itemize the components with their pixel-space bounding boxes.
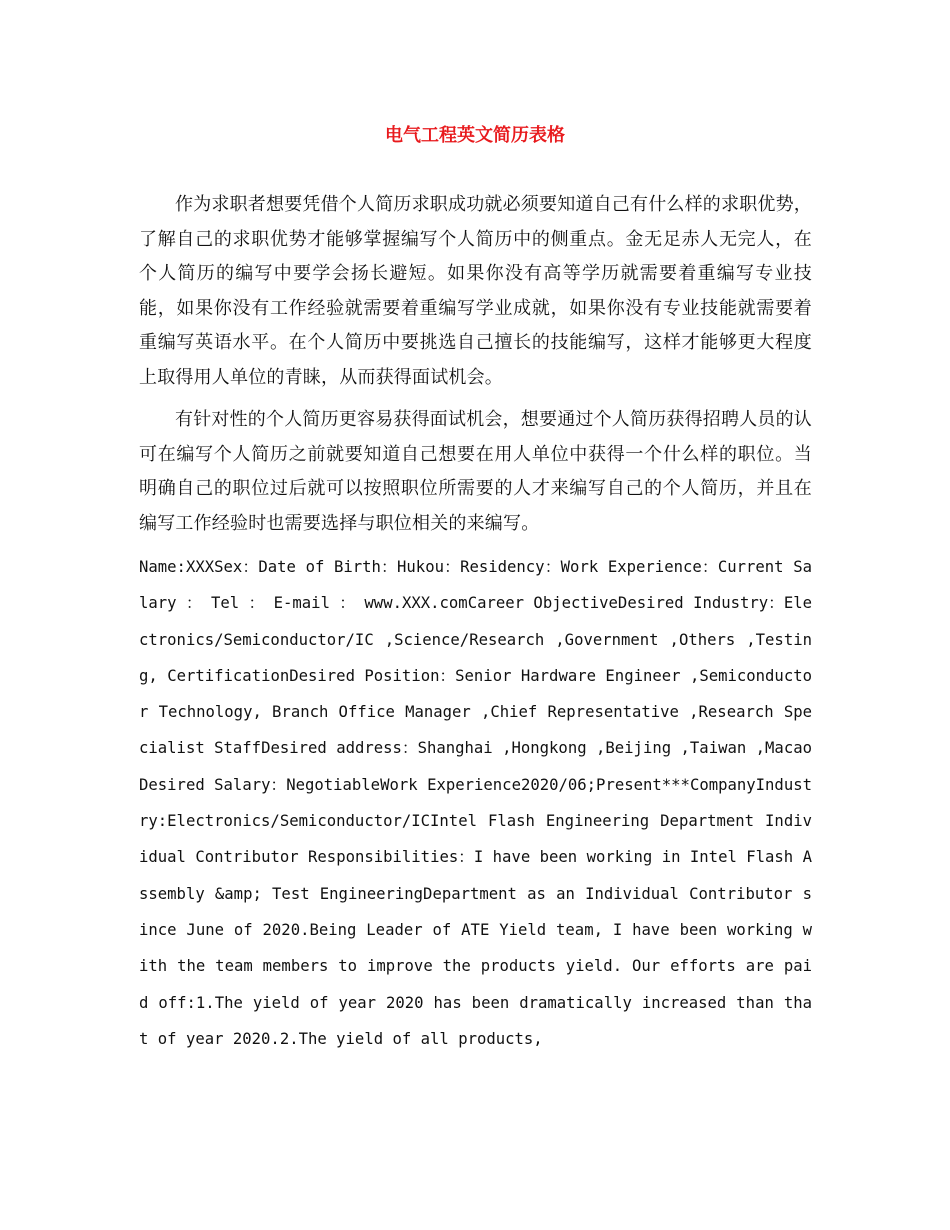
document-title: 电气工程英文简历表格 xyxy=(385,125,565,146)
intro-paragraph: 作为求职者想要凭借个人简历求职成功就必须要知道自己有什么样的求职优势，了解自己的求职优势才能够掌握编写个人简历中的侧重点。金无足赤人无完人，在个人简历的编写中要学会扬长避短。如果你没有高等学历就需要着重编写专业技能，如果你没有工作经验就需要着重编写学业成就，如果你没有专业技能就需要着重编写英语水平。在个人简历中要挑选自己擅长的技能编写，这样才能够更大程度上取得用人单位的青睐，从而获得面试机会。 xyxy=(139,194,812,388)
resume-english-text: Name:XXXSex：Date of Birth：Hukou：Residency：Work Experience：Current Salary ： Tel ： E-mail ： www.XXX.comCareer ObjectiveDesired Industry：Electronics/Semiconductor/IC ,Science/Research ,Government ,Others ,Testing, CertificationDesired Position：Senior Hardware Engineer ,Semiconductor Technology, Branch Office Manager ,Chief Representative ,Research Specialist StaffDesired address：Shanghai ,Hongkong ,Beijing ,Taiwan ,MacaoDesired Salary：NegotiableWork Experience2020/06;Present***CompanyIndustry:Electronics/Semiconductor/ICIntel Flash Engineering Department Individual Contributor Responsibilities：I have been working in Intel Flash Assembly &amp; Test EngineeringDepartment as an Individual Contributor since June of 2020.Being Leader of ATE Yield team, I have been working with the team members to improve the products yield. Our efforts are paid off:1.The yield of year 2020 has been dramatically increased than that of year 2020.2.The yield of all products, xyxy=(139,558,812,1048)
targeting-paragraph: 有针对性的个人简历更容易获得面试机会，想要通过个人简历获得招聘人员的认可在编写个人简历之前就要知道自己想要在用人单位中获得一个什么样的职位。当明确自己的职位过后就可以按照职位所需要的人才来编写自己的个人简历，并且在编写工作经验时也需要选择与职位相关的来编写。 xyxy=(139,409,812,534)
